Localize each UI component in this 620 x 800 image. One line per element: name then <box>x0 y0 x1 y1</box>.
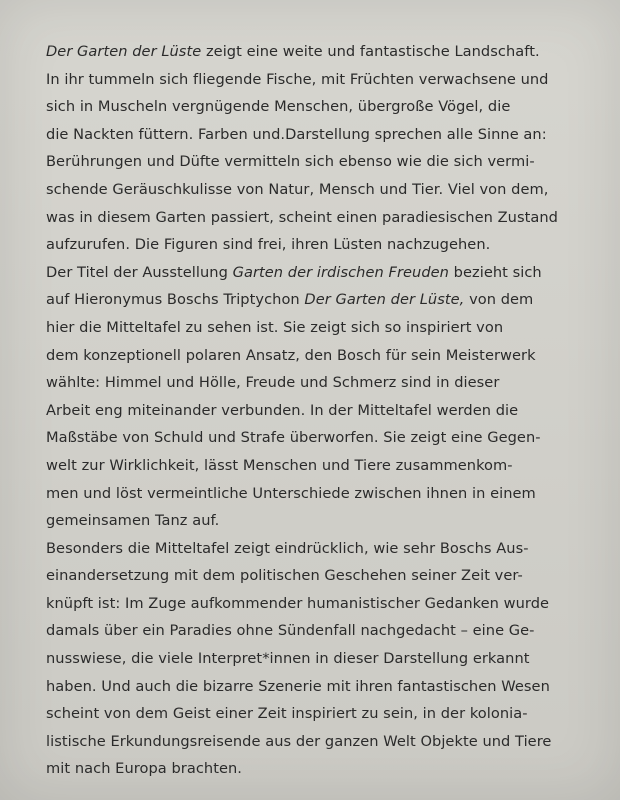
italic-title-text: Der Garten der Lüste, <box>304 291 465 309</box>
body-text: wählte: Himmel und Hölle, Freude und Schmerz sind in dieser <box>46 374 500 392</box>
text-line <box>46 66 606 94</box>
body-text: Berührungen und Düfte vermitteln sich ebenso wie die sich vermi- <box>46 153 535 171</box>
text-line <box>46 397 606 425</box>
body-text: nusswiese, die viele Interpret*innen in dieser Darstellung erkannt <box>46 650 530 668</box>
text-line <box>46 286 606 314</box>
text-line <box>46 369 606 397</box>
text-line <box>46 38 606 66</box>
body-text: damals über ein Paradies ohne Sündenfall nachgedacht – eine Ge- <box>46 622 535 640</box>
body-text: bezieht sich <box>448 263 542 281</box>
body-text: Besonders die Mitteltafel zeigt eindrücklich, wie sehr Boschs Aus- <box>46 539 529 557</box>
text-line <box>46 507 606 535</box>
text-line <box>46 93 606 121</box>
text-line <box>46 562 606 590</box>
body-text: welt zur Wirklichkeit, lässt Menschen und Tiere zusammenkom- <box>46 456 513 474</box>
body-text: von dem <box>464 291 534 309</box>
text-line <box>46 480 606 508</box>
body-text: Maßstäbe von Schuld und Strafe überworfen. Sie zeigt eine Gegen- <box>46 429 541 447</box>
body-text: einandersetzung mit dem politischen Geschehen seiner Zeit ver- <box>46 567 523 585</box>
text-line <box>46 424 606 452</box>
body-text: Arbeit eng miteinander verbunden. In der Mitteltafel werden die <box>46 401 519 419</box>
body-text: dem konzeptionell polaren Ansatz, den Bosch für sein Meisterwerk <box>46 346 536 364</box>
text-line <box>46 535 606 563</box>
text-line <box>46 452 606 480</box>
text-line <box>46 176 606 204</box>
text-line <box>46 259 606 287</box>
body-text: auf Hieronymus Boschs Triptychon <box>46 291 305 309</box>
body-text: mit nach Europa brachten. <box>46 760 242 778</box>
text-line <box>46 121 606 149</box>
italic-title-text: Garten der irdischen Freuden <box>232 263 449 281</box>
body-text: hier die Mitteltafel zu sehen ist. Sie zeigt sich so inspiriert von <box>46 318 504 336</box>
text-line <box>46 148 606 176</box>
exhibition-text-block <box>46 38 606 783</box>
text-line <box>46 728 606 756</box>
body-text: gemeinsamen Tanz auf. <box>46 512 220 530</box>
body-text: haben. Und auch die bizarre Szenerie mit ihren fantastischen Wesen <box>46 677 550 695</box>
body-text: zeigt eine weite und fantastische Landschaft. <box>201 43 540 60</box>
body-text: was in diesem Garten passiert, scheint einen paradiesischen Zustand <box>46 208 558 226</box>
body-text: knüpft ist: Im Zuge aufkommender humanistischer Gedanken wurde <box>46 594 550 612</box>
text-line <box>46 755 606 783</box>
text-line <box>46 342 606 370</box>
body-text: schende Geräuschkulisse von Natur, Mensch und Tier. Viel von dem, <box>46 180 549 198</box>
text-line <box>46 204 606 232</box>
text-line <box>46 700 606 728</box>
text-line <box>46 645 606 673</box>
body-text: listische Erkundungsreisende aus der ganzen Welt Objekte und Tiere <box>46 732 552 750</box>
body-text: scheint von dem Geist einer Zeit inspiriert zu sein, in der kolonia- <box>46 705 528 723</box>
body-text: In ihr tummeln sich fliegende Fische, mit Früchten verwachsene und <box>46 70 549 88</box>
body-text: aufzurufen. Die Figuren sind frei, ihren Lüsten nachzugehen. <box>46 236 491 254</box>
body-text: Der Titel der Ausstellung <box>46 263 233 281</box>
text-line <box>46 673 606 701</box>
text-line <box>46 314 606 342</box>
body-text: sich in Muscheln vergnügende Menschen, übergroße Vögel, die <box>46 98 511 116</box>
text-line <box>46 590 606 618</box>
italic-title-text: Der Garten der Lüste <box>46 43 202 60</box>
body-text: die Nackten füttern. Farben und.Darstellung sprechen alle Sinne an: <box>46 125 547 143</box>
text-line <box>46 231 606 259</box>
body-text: men und löst vermeintliche Unterschiede zwischen ihnen in einem <box>46 484 536 502</box>
text-line <box>46 617 606 645</box>
